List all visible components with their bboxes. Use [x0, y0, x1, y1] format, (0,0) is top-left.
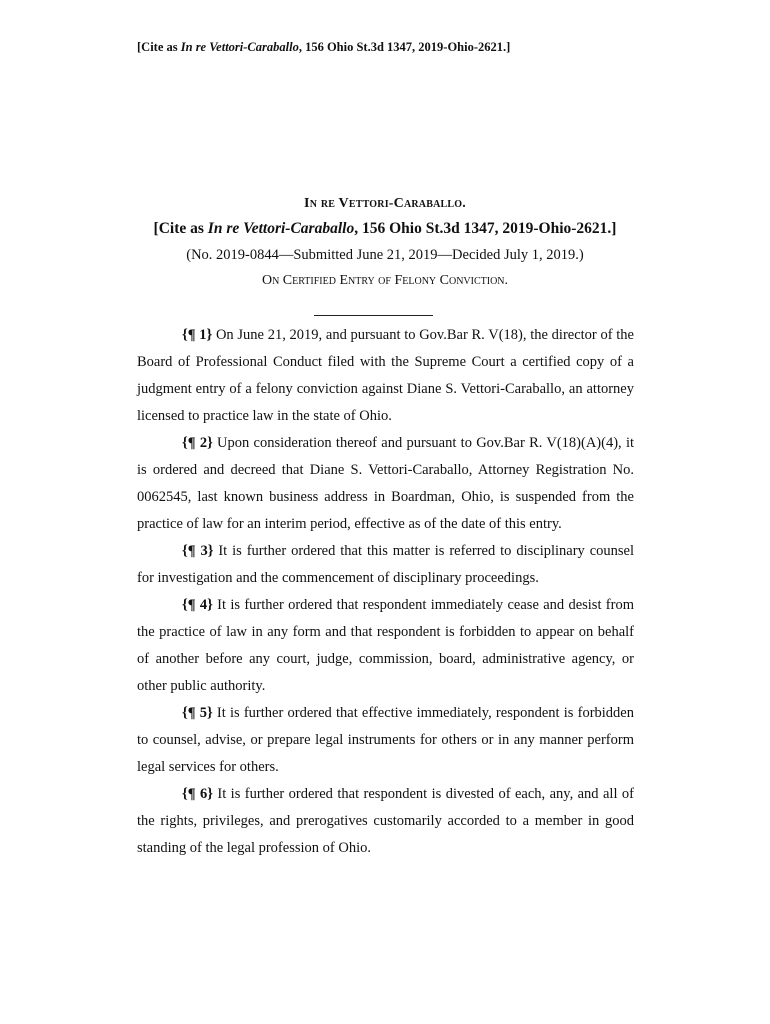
paragraph-text: It is further ordered that effective immediately, respondent is forbidden to counsel, advise, or prepare legal instruments for others or in any manner perform legal services for others. [137, 705, 634, 775]
opinion-body [137, 322, 634, 862]
paragraph-text: It is further ordered that respondent is divested of each, any, and all of the rights, privileges, and prerogatives customarily accorded to a member in good standing of the legal profession of Ohio. [137, 786, 634, 856]
paragraph-number: {¶ 6} [182, 786, 213, 802]
caption-divider [314, 315, 433, 316]
paragraph-number: {¶ 4} [182, 597, 213, 613]
paragraph-2 [137, 430, 634, 538]
header-cite-suffix: , 156 Ohio St.3d 1347, 2019-Ohio-2621.] [298, 40, 511, 54]
paragraph-4 [137, 592, 634, 700]
paragraph-text: It is further ordered that this matter is referred to disciplinary counsel for investigation and the commencement of disciplinary proceedings. [137, 543, 635, 586]
paragraph-number: {¶ 2} [182, 435, 213, 451]
paragraph-text: On June 21, 2019, and pursuant to Gov.Bar R. V(18), the director of the Board of Professional Conduct filed with the Supreme Court a certified copy of a judgment entry of a felony conviction against Diane S. Vettori-Caraballo, an attorney licensed to practice law in the state of Ohio. [137, 327, 634, 424]
paragraph-5 [137, 700, 634, 781]
case-citation [0, 220, 770, 238]
paragraph-text: Upon consideration thereof and pursuant to Gov.Bar R. V(18)(A)(4), it is ordered and decreed that Diane S. Vettori-Caraballo, Attorney Registration No. 0062545, last known business address in Boardman, Ohio, is suspended from the practice of law for an interim period, effective as of the date of this entry. [137, 435, 634, 532]
header-cite-prefix: [Cite as [137, 40, 181, 54]
case-cite-name: In re Vettori-Caraballo [207, 220, 355, 237]
paragraph-number: {¶ 5} [182, 705, 213, 721]
case-cite-prefix: [Cite as [153, 220, 208, 237]
paragraph-number: {¶ 3} [182, 543, 214, 559]
paragraph-1 [137, 322, 634, 430]
case-dates: (No. 2019-0844—Submitted June 21, 2019—Decided July 1, 2019.) [186, 247, 584, 263]
case-title: In re Vettori-Caraballo. [304, 196, 466, 211]
paragraph-number: {¶ 1} [182, 327, 213, 343]
header-citation [137, 40, 510, 55]
paragraph-text: It is further ordered that respondent immediately cease and desist from the practice of law in any form and that respondent is forbidden to appear on behalf of another before any court, judge, commission, board, administrative agency, or other public authority. [137, 597, 634, 694]
header-case-name: In re Vettori-Caraballo [180, 40, 299, 54]
case-cite-suffix: , 156 Ohio St.3d 1347, 2019-Ohio-2621.] [354, 220, 617, 237]
case-proceeding: On Certified Entry of Felony Conviction. [261, 273, 509, 288]
paragraph-3 [137, 538, 634, 592]
paragraph-6 [137, 781, 634, 862]
